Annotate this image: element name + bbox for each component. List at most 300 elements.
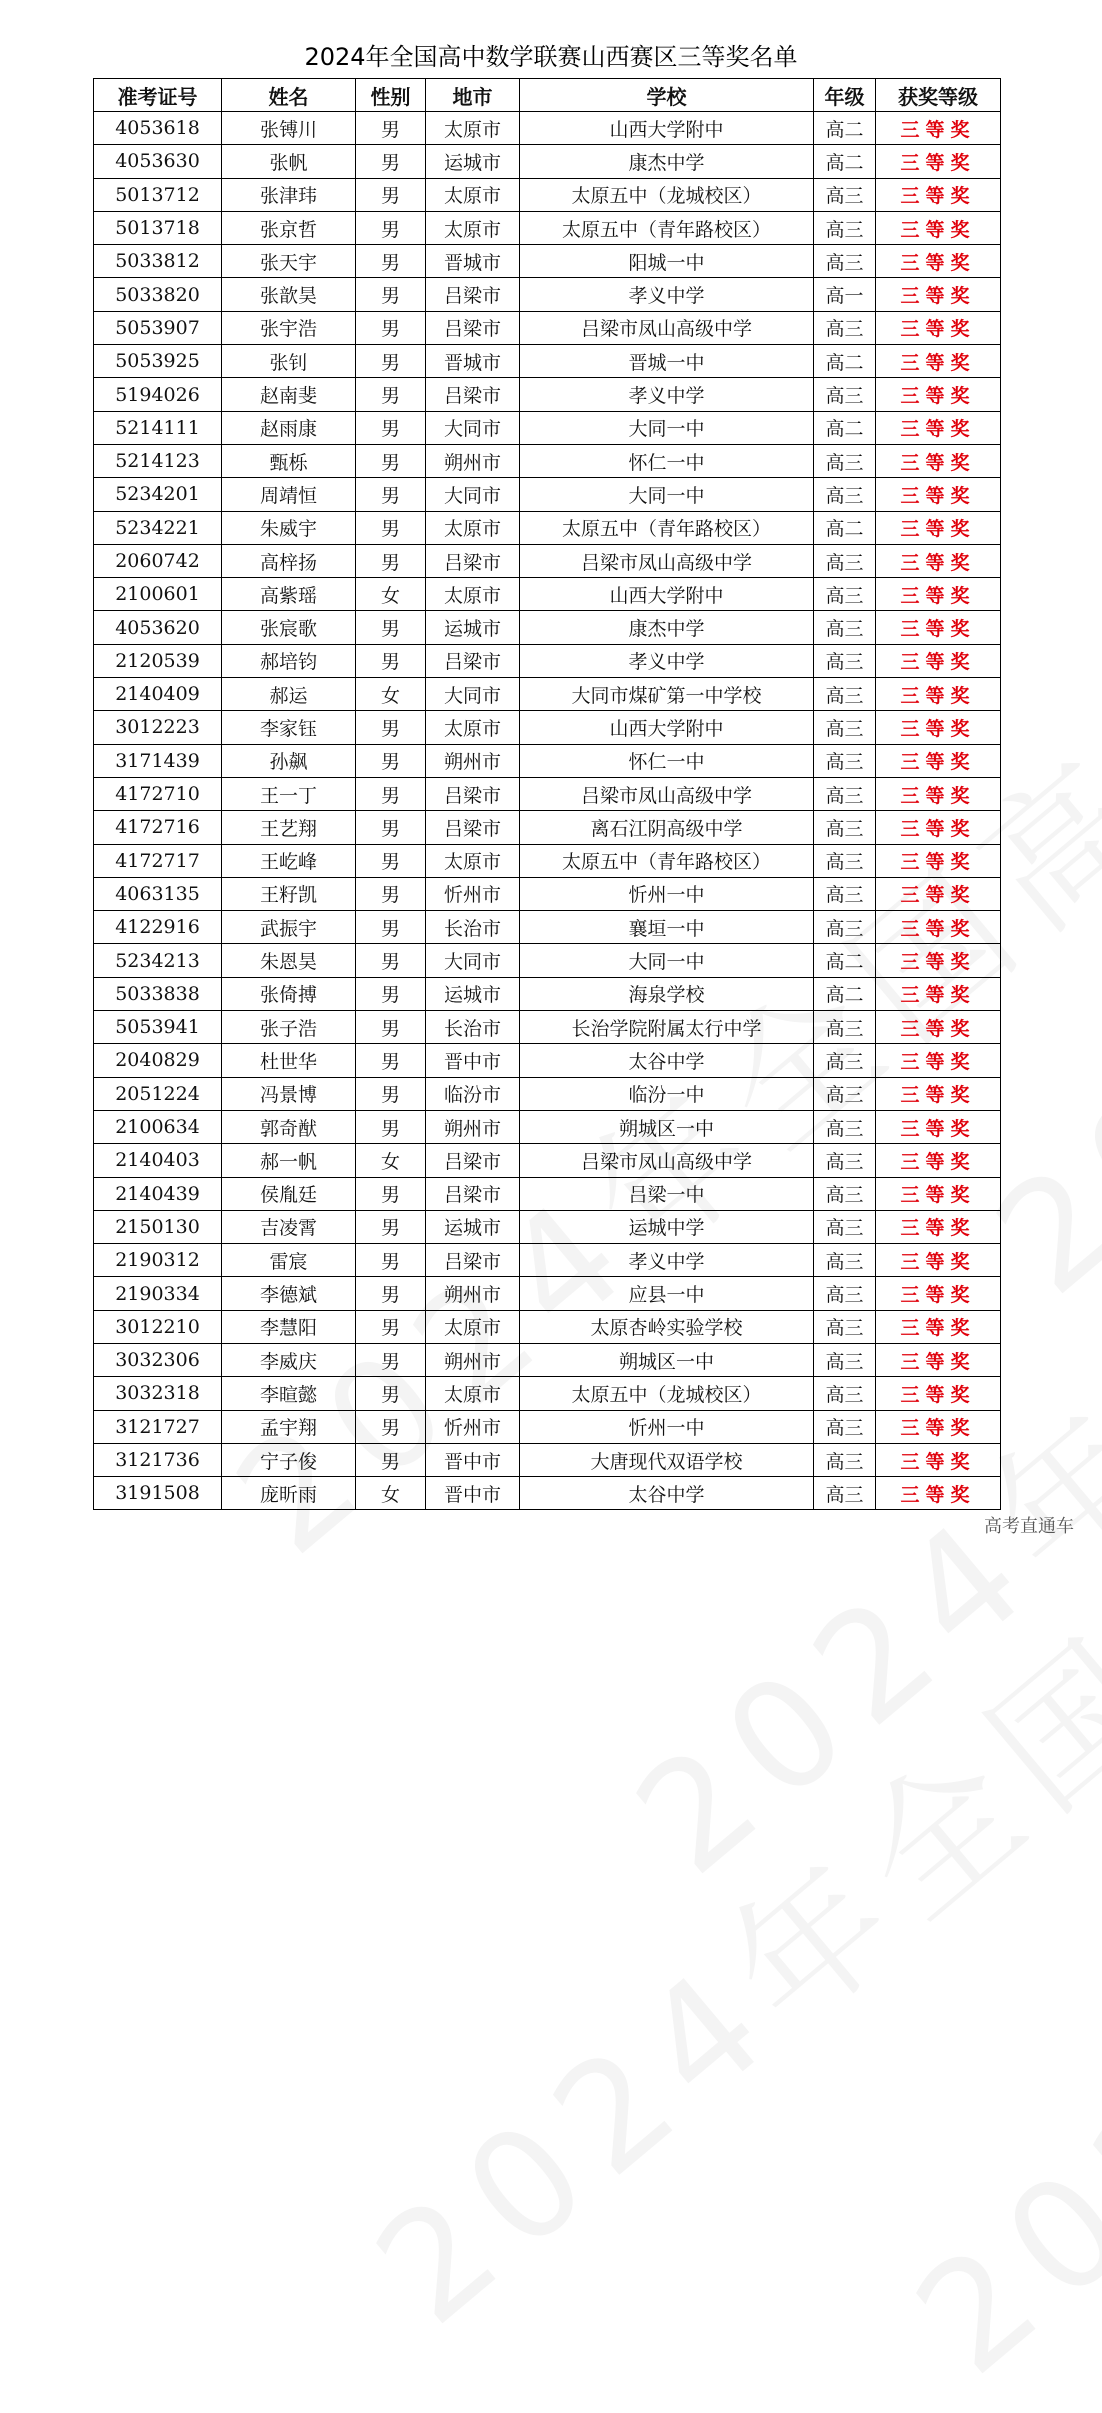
school-cell: 朔城区一中 [520,1110,814,1143]
name-cell: 郝一帆 [222,1144,356,1177]
grade-cell: 高三 [814,1277,876,1310]
gender-cell: 女 [356,678,426,711]
name-cell: 张钊 [222,345,356,378]
table-row [94,478,1001,511]
exam-id-cell: 5214111 [94,411,222,444]
gender-cell: 男 [356,644,426,677]
grade-cell: 高三 [814,578,876,611]
grade-cell: 高三 [814,544,876,577]
school-cell: 阳城一中 [520,245,814,278]
gender-cell: 男 [356,1310,426,1343]
school-cell: 太原五中（龙城校区） [520,178,814,211]
school-cell: 应县一中 [520,1277,814,1310]
exam-id-cell: 4063135 [94,877,222,910]
school-cell: 吕梁市凤山高级中学 [520,311,814,344]
col-header-gender: 性别 [356,79,426,112]
exam-id-cell: 5013718 [94,211,222,244]
exam-id-cell: 2120539 [94,644,222,677]
name-cell: 孟宇翔 [222,1410,356,1443]
table-row [94,1210,1001,1243]
award-cell: 三等奖 [876,811,1001,844]
table-row [94,811,1001,844]
city-cell: 运城市 [426,611,520,644]
exam-id-cell: 2140439 [94,1177,222,1210]
school-cell: 大唐现代双语学校 [520,1443,814,1476]
city-cell: 忻州市 [426,1410,520,1443]
gender-cell: 男 [356,1443,426,1476]
city-cell: 朔州市 [426,744,520,777]
exam-id-cell: 4122916 [94,911,222,944]
name-cell: 张津玮 [222,178,356,211]
award-cell: 三等奖 [876,378,1001,411]
award-cell: 三等奖 [876,944,1001,977]
city-cell: 吕梁市 [426,278,520,311]
exam-id-cell: 4172716 [94,811,222,844]
city-cell: 太原市 [426,844,520,877]
city-cell: 长治市 [426,1011,520,1044]
table-row [94,744,1001,777]
table-row [94,1144,1001,1177]
school-cell: 临汾一中 [520,1077,814,1110]
exam-id-cell: 5033812 [94,245,222,278]
school-cell: 康杰中学 [520,145,814,178]
table-row [94,345,1001,378]
exam-id-cell: 3191508 [94,1477,222,1510]
exam-id-cell: 3121736 [94,1443,222,1476]
exam-id-cell: 5214123 [94,444,222,477]
exam-id-cell: 5234221 [94,511,222,544]
gender-cell: 男 [356,1377,426,1410]
grade-cell: 高二 [814,977,876,1010]
city-cell: 长治市 [426,911,520,944]
grade-cell: 高三 [814,1477,876,1510]
name-cell: 侯胤廷 [222,1177,356,1210]
exam-id-cell: 5053907 [94,311,222,344]
gender-cell: 男 [356,378,426,411]
header-row [94,79,1001,112]
award-cell: 三等奖 [876,1377,1001,1410]
gender-cell: 男 [356,511,426,544]
exam-id-cell: 4172710 [94,777,222,810]
exam-id-cell: 2190312 [94,1244,222,1277]
exam-id-cell: 5013712 [94,178,222,211]
name-cell: 李暄懿 [222,1377,356,1410]
school-cell: 离石江阴高级中学 [520,811,814,844]
exam-id-cell: 2100634 [94,1110,222,1143]
grade-cell: 高三 [814,811,876,844]
city-cell: 朔州市 [426,1277,520,1310]
school-cell: 长治学院附属太行中学 [520,1011,814,1044]
name-cell: 张镈川 [222,112,356,145]
grade-cell: 高三 [814,1110,876,1143]
table-row [94,1244,1001,1277]
grade-cell: 高三 [814,178,876,211]
table-row [94,877,1001,910]
award-cell: 三等奖 [876,1044,1001,1077]
school-cell: 山西大学附中 [520,578,814,611]
exam-id-cell: 3032318 [94,1377,222,1410]
award-cell: 三等奖 [876,444,1001,477]
table-row [94,578,1001,611]
city-cell: 吕梁市 [426,544,520,577]
award-cell: 三等奖 [876,245,1001,278]
school-cell: 吕梁一中 [520,1177,814,1210]
grade-cell: 高三 [814,311,876,344]
col-header-grade: 年级 [814,79,876,112]
gender-cell: 男 [356,911,426,944]
gender-cell: 男 [356,178,426,211]
gender-cell: 男 [356,1011,426,1044]
grade-cell: 高三 [814,211,876,244]
city-cell: 吕梁市 [426,378,520,411]
table-row [94,1410,1001,1443]
name-cell: 冯景博 [222,1077,356,1110]
school-cell: 太原五中（青年路校区） [520,844,814,877]
gender-cell: 男 [356,811,426,844]
name-cell: 王一丁 [222,777,356,810]
award-cell: 三等奖 [876,1110,1001,1143]
city-cell: 朔州市 [426,1343,520,1376]
school-cell: 海泉学校 [520,977,814,1010]
exam-id-cell: 2051224 [94,1077,222,1110]
table-row [94,411,1001,444]
city-cell: 忻州市 [426,877,520,910]
table-row [94,1310,1001,1343]
table-row [94,1443,1001,1476]
city-cell: 晋中市 [426,1044,520,1077]
award-cell: 三等奖 [876,911,1001,944]
city-cell: 太原市 [426,1377,520,1410]
exam-id-cell: 3171439 [94,744,222,777]
name-cell: 王屹峰 [222,844,356,877]
grade-cell: 高三 [814,1310,876,1343]
table-row [94,844,1001,877]
award-cell: 三等奖 [876,744,1001,777]
exam-id-cell: 2140403 [94,1144,222,1177]
grade-cell: 高三 [814,1044,876,1077]
school-cell: 忻州一中 [520,877,814,910]
table-row [94,1044,1001,1077]
exam-id-cell: 4172717 [94,844,222,877]
city-cell: 运城市 [426,1210,520,1243]
table-row [94,1011,1001,1044]
grade-cell: 高三 [814,1177,876,1210]
city-cell: 太原市 [426,711,520,744]
award-cell: 三等奖 [876,1244,1001,1277]
gender-cell: 男 [356,744,426,777]
award-cell: 三等奖 [876,1477,1001,1510]
name-cell: 高紫瑶 [222,578,356,611]
grade-cell: 高三 [814,911,876,944]
city-cell: 吕梁市 [426,644,520,677]
gender-cell: 女 [356,1477,426,1510]
award-cell: 三等奖 [876,1011,1001,1044]
school-cell: 晋城一中 [520,345,814,378]
school-cell: 太原五中（青年路校区） [520,211,814,244]
table-row [94,678,1001,711]
school-cell: 孝义中学 [520,644,814,677]
city-cell: 运城市 [426,977,520,1010]
exam-id-cell: 5234201 [94,478,222,511]
name-cell: 赵南斐 [222,378,356,411]
city-cell: 太原市 [426,511,520,544]
exam-id-cell: 4053620 [94,611,222,644]
city-cell: 朔州市 [426,444,520,477]
city-cell: 晋中市 [426,1443,520,1476]
exam-id-cell: 2060742 [94,544,222,577]
grade-cell: 高三 [814,678,876,711]
exam-id-cell: 3012223 [94,711,222,744]
exam-id-cell: 4053630 [94,145,222,178]
table-row [94,544,1001,577]
school-cell: 山西大学附中 [520,112,814,145]
name-cell: 李慧阳 [222,1310,356,1343]
col-header-award: 获奖等级 [876,79,1001,112]
table-row [94,777,1001,810]
grade-cell: 高三 [814,1343,876,1376]
grade-cell: 高三 [814,1410,876,1443]
table-row [94,1177,1001,1210]
award-cell: 三等奖 [876,1310,1001,1343]
city-cell: 朔州市 [426,1110,520,1143]
name-cell: 张宇浩 [222,311,356,344]
city-cell: 临汾市 [426,1077,520,1110]
exam-id-cell: 2040829 [94,1044,222,1077]
col-header-school: 学校 [520,79,814,112]
award-cell: 三等奖 [876,345,1001,378]
gender-cell: 男 [356,145,426,178]
grade-cell: 高三 [814,1144,876,1177]
exam-id-cell: 2140409 [94,678,222,711]
grade-cell: 高一 [814,278,876,311]
grade-cell: 高三 [814,1244,876,1277]
city-cell: 大同市 [426,944,520,977]
gender-cell: 男 [356,1177,426,1210]
city-cell: 吕梁市 [426,777,520,810]
gender-cell: 男 [356,345,426,378]
city-cell: 太原市 [426,178,520,211]
award-cell: 三等奖 [876,1343,1001,1376]
table-row [94,944,1001,977]
city-cell: 吕梁市 [426,811,520,844]
gender-cell: 男 [356,112,426,145]
gender-cell: 男 [356,944,426,977]
table-row [94,1343,1001,1376]
grade-cell: 高二 [814,145,876,178]
gender-cell: 男 [356,211,426,244]
table-row [94,311,1001,344]
table-row [94,178,1001,211]
award-cell: 三等奖 [876,611,1001,644]
table-row [94,278,1001,311]
award-cell: 三等奖 [876,777,1001,810]
award-cell: 三等奖 [876,1077,1001,1110]
award-cell: 三等奖 [876,877,1001,910]
table-row [94,378,1001,411]
name-cell: 朱威宇 [222,511,356,544]
grade-cell: 高二 [814,511,876,544]
gender-cell: 男 [356,245,426,278]
gender-cell: 男 [356,478,426,511]
gender-cell: 男 [356,1044,426,1077]
grade-cell: 高三 [814,777,876,810]
gender-cell: 男 [356,844,426,877]
name-cell: 吉凌霄 [222,1210,356,1243]
school-cell: 太谷中学 [520,1044,814,1077]
city-cell: 太原市 [426,112,520,145]
col-header-name: 姓名 [222,79,356,112]
name-cell: 王籽凯 [222,877,356,910]
award-cell: 三等奖 [876,678,1001,711]
award-cell: 三等奖 [876,1277,1001,1310]
table-row [94,611,1001,644]
school-cell: 襄垣一中 [520,911,814,944]
school-cell: 吕梁市凤山高级中学 [520,1144,814,1177]
table-row [94,112,1001,145]
gender-cell: 男 [356,1343,426,1376]
school-cell: 朔城区一中 [520,1343,814,1376]
table-row [94,711,1001,744]
table-row [94,211,1001,244]
school-cell: 大同一中 [520,478,814,511]
name-cell: 张倚搏 [222,977,356,1010]
city-cell: 太原市 [426,578,520,611]
name-cell: 高梓扬 [222,544,356,577]
grade-cell: 高三 [814,877,876,910]
school-cell: 孝义中学 [520,1244,814,1277]
table-row [94,1477,1001,1510]
city-cell: 晋城市 [426,345,520,378]
grade-cell: 高三 [814,644,876,677]
table-row [94,644,1001,677]
name-cell: 张子浩 [222,1011,356,1044]
grade-cell: 高三 [814,378,876,411]
exam-id-cell: 3032306 [94,1343,222,1376]
name-cell: 郭奇猷 [222,1110,356,1143]
gender-cell: 男 [356,411,426,444]
name-cell: 郝运 [222,678,356,711]
city-cell: 运城市 [426,145,520,178]
table-row [94,145,1001,178]
award-cell: 三等奖 [876,1410,1001,1443]
award-cell: 三等奖 [876,112,1001,145]
gender-cell: 男 [356,1410,426,1443]
city-cell: 太原市 [426,1310,520,1343]
gender-cell: 男 [356,1210,426,1243]
gender-cell: 女 [356,578,426,611]
grade-cell: 高三 [814,1443,876,1476]
school-cell: 大同一中 [520,944,814,977]
grade-cell: 高三 [814,245,876,278]
grade-cell: 高三 [814,1210,876,1243]
exam-id-cell: 2190334 [94,1277,222,1310]
school-cell: 孝义中学 [520,378,814,411]
school-cell: 太原五中（龙城校区） [520,1377,814,1410]
school-cell: 山西大学附中 [520,711,814,744]
city-cell: 大同市 [426,411,520,444]
city-cell: 大同市 [426,678,520,711]
table-row [94,444,1001,477]
gender-cell: 男 [356,311,426,344]
gender-cell: 男 [356,544,426,577]
city-cell: 吕梁市 [426,311,520,344]
gender-cell: 男 [356,711,426,744]
award-cell: 三等奖 [876,1144,1001,1177]
award-cell: 三等奖 [876,145,1001,178]
page-title: 2024年全国高中数学联赛山西赛区三等奖名单 [304,43,798,71]
school-cell: 忻州一中 [520,1410,814,1443]
exam-id-cell: 5033820 [94,278,222,311]
school-cell: 大同市煤矿第一中学校 [520,678,814,711]
school-cell: 吕梁市凤山高级中学 [520,777,814,810]
grade-cell: 高二 [814,411,876,444]
school-cell: 孝义中学 [520,278,814,311]
col-header-exam-id: 准考证号 [94,79,222,112]
table-row [94,1277,1001,1310]
grade-cell: 高三 [814,478,876,511]
award-cell: 三等奖 [876,211,1001,244]
award-cell: 三等奖 [876,844,1001,877]
award-cell: 三等奖 [876,411,1001,444]
gender-cell: 男 [356,1110,426,1143]
name-cell: 宁子俊 [222,1443,356,1476]
grade-cell: 高三 [814,1377,876,1410]
exam-id-cell: 5234213 [94,944,222,977]
name-cell: 甄栎 [222,444,356,477]
award-table [93,78,1001,1510]
award-cell: 三等奖 [876,711,1001,744]
table-row [94,1377,1001,1410]
award-cell: 三等奖 [876,578,1001,611]
school-cell: 怀仁一中 [520,744,814,777]
table-row [94,245,1001,278]
table-row [94,911,1001,944]
grade-cell: 高二 [814,112,876,145]
city-cell: 晋中市 [426,1477,520,1510]
award-cell: 三等奖 [876,511,1001,544]
grade-cell: 高二 [814,944,876,977]
exam-id-cell: 3121727 [94,1410,222,1443]
gender-cell: 男 [356,877,426,910]
city-cell: 太原市 [426,211,520,244]
exam-id-cell: 5053941 [94,1011,222,1044]
city-cell: 吕梁市 [426,1177,520,1210]
name-cell: 杜世华 [222,1044,356,1077]
award-cell: 三等奖 [876,544,1001,577]
name-cell: 朱恩昊 [222,944,356,977]
gender-cell: 男 [356,777,426,810]
table-row [94,1077,1001,1110]
gender-cell: 男 [356,1077,426,1110]
school-cell: 太原杏岭实验学校 [520,1310,814,1343]
name-cell: 王艺翔 [222,811,356,844]
city-cell: 吕梁市 [426,1144,520,1177]
name-cell: 孙飙 [222,744,356,777]
award-cell: 三等奖 [876,478,1001,511]
school-cell: 运城中学 [520,1210,814,1243]
table-row [94,511,1001,544]
school-cell: 吕梁市凤山高级中学 [520,544,814,577]
name-cell: 周靖恒 [222,478,356,511]
city-cell: 晋城市 [426,245,520,278]
gender-cell: 男 [356,611,426,644]
grade-cell: 高三 [814,444,876,477]
award-cell: 三等奖 [876,311,1001,344]
name-cell: 庞昕雨 [222,1477,356,1510]
name-cell: 武振宇 [222,911,356,944]
gender-cell: 男 [356,278,426,311]
grade-cell: 高三 [814,711,876,744]
